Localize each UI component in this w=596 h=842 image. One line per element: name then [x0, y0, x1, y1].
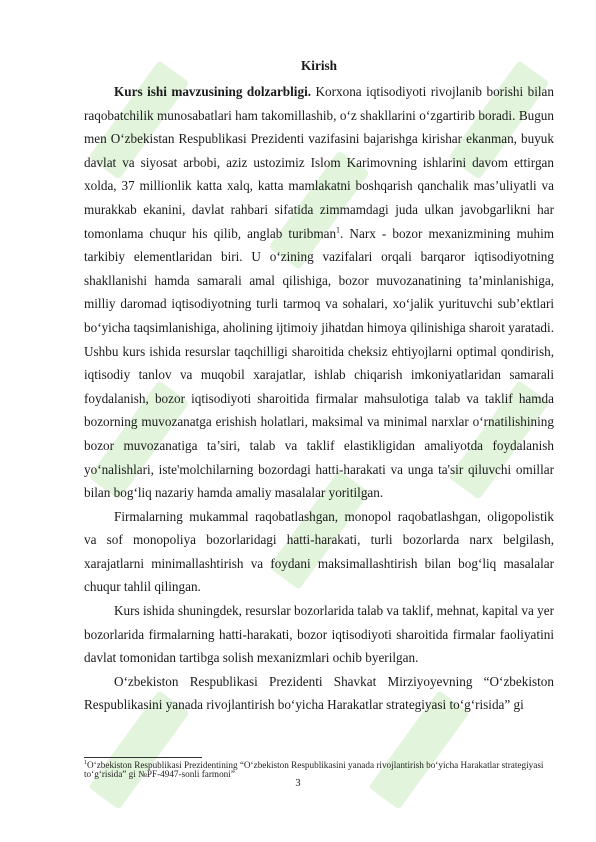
footnote-divider	[84, 757, 202, 758]
footnote-text: O‘zbekiston Respublikasi Prezidentining “O‘zbekiston Respublikasini yanada rivojlantirish bo‘yicha Harakatlar strategiyasi to‘g‘risida” gi №PF-4947-sonli farmoni”	[84, 760, 544, 780]
paragraph-firms: Firmalarning mukammal raqobatlashgan, monopol raqobatlashgan, oligopolistik va sof monopoliya bozorlaridagi hatti-harakati, turli bozorlarda narx belgilash, xarajatlarni minimallashtirish va foydani maksimallashtirish bilan bog‘liq masalalar chuqur tahlil qilingan.	[84, 508, 554, 595]
paragraph-relevance	[84, 80, 554, 505]
document-body	[84, 58, 554, 717]
page-number: 3	[295, 778, 301, 789]
paragraph-resources: Kurs ishida shuningdek, resurslar bozorlarida talab va taklif, mehnat, kapital va yer bozorlarida firmalarning hatti-harakati, bozor iqtisodiyoti sharoitida firmalar faoliyatini davlat tomonidan tartibga solish mexanizmlari ochib byerilgan.	[84, 603, 554, 666]
footnote-reference[interactable]: 1	[336, 225, 341, 235]
paragraph-lead: Kurs ishi mavzusining dolzarbligi.	[114, 84, 312, 99]
footnote-marker: 1	[84, 760, 87, 766]
paragraph-text: Korxona iqtisodiyoti rivojlanib borishi bilan raqobatchilik munosabatlari ham takomillashib, o‘z shakllarini o‘zgartirib boradi. Bugun men O‘zbekistan Respublikasi Prezidenti vazifasini bajarishga kirishar ekanman, buyuk davlat va siyosat arbobi, aziz ustozimiz Islom Karimovning ishlarini davom ettirgan xolda, 37 millionlik katta xalq, katta mamlakatni boshqarish qanchalik mas’uliyatli va murakkab ekanini, davlat rahbari sifatida zimmamdagi juda ulkan javobgarlikni har tomonlama chuqur his qilib, anglab turibman	[84, 84, 554, 241]
footnote	[84, 759, 554, 780]
page-title: Kirish	[301, 58, 337, 73]
paragraph-president: O‘zbekiston Respublikasi Prezidenti Shavkat Mirziyoyevning “O‘zbekiston Respublikasini yanada rivojlantirish bo‘yicha Harakatlar strategiyasi to‘g‘risida” gi	[84, 673, 554, 713]
paragraph-text: . Narx - bozor mexanizmining muhim tarkibiy elementlaridan biri. U o‘zining vazifalari orqali barqaror iqtisodiyotning shakllanishi hamda samarali amal qilishiga, bozor muvozanatining ta’minlanishiga, milliy daromad iqtisodiyotning turli tarmoq va sohalari, xo‘jalik yurituvchi sub’ektlari bo‘yicha taqsimlanishiga, aholining ijtimoiy jihatdan himoya qilinishiga sharoit yaratadi. Ushbu kurs ishida resurslar taqchilligi sharoitida cheksiz ehtiyojlarni optimal qondirish, iqtisodiy tanlov va muqobil xarajatlar, ishlab chiqarish imkoniyatlaridan samarali foydalanish, bozor iqtisodiyoti sharoitida firmalar mahsulotiga talab va taklif hamda bozorning muvozanatga erishish holatlari, maksimal va minimal narxlar o‘rnatilishining bozor muvozanatiga ta’siri, talab va taklif elastikligidan amaliyotda foydalanish yo‘nalishlari, iste'molchilarning bozordagi hatti-harakati va unga ta'sir qiluvchi omillar bilan bog‘liq nazariy hamda amaliy masalalar yoritilgan.	[84, 225, 554, 501]
